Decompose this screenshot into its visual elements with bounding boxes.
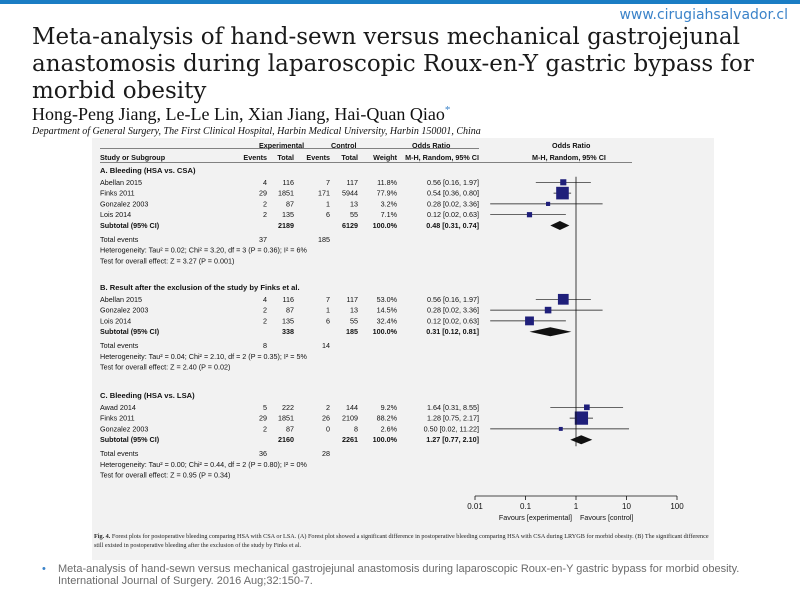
- study-ci: 1.28 [0.75, 2.17]: [427, 413, 479, 423]
- study-events-c: 26: [322, 413, 330, 423]
- subtotal-weight: 100.0%: [372, 327, 397, 337]
- study-events-c: 7: [326, 294, 330, 304]
- study-weight: 9.2%: [380, 402, 397, 412]
- bullet-icon: •: [42, 563, 46, 575]
- study-total-c: 13: [350, 305, 358, 315]
- total-events-label: Total events: [100, 341, 139, 350]
- study-total-c: 2109: [342, 413, 358, 423]
- study-weight: 11.8%: [377, 177, 397, 187]
- effect-square: [558, 294, 569, 305]
- study-name: Gonzalez 2003: [100, 199, 149, 209]
- study-ci: 0.28 [0.02, 3.36]: [427, 199, 479, 209]
- x-tick-label: 100: [670, 502, 684, 511]
- study-ci: 0.56 [0.16, 1.97]: [427, 294, 479, 304]
- effect-square: [525, 316, 534, 325]
- effect-square: [545, 307, 552, 314]
- study-events-e: 5: [263, 402, 267, 412]
- study-events-c: 6: [326, 316, 330, 326]
- study-events-e: 2: [263, 199, 267, 209]
- subtotal-label: Subtotal (95% CI): [100, 327, 160, 337]
- study-total-e: 1851: [278, 188, 294, 198]
- study-total-e: 87: [286, 305, 294, 315]
- study-weight: 32.4%: [376, 316, 397, 326]
- study-events-c: 7: [326, 177, 330, 187]
- favours-control: Favours [control]: [580, 513, 634, 522]
- study-name: Lois 2014: [100, 210, 132, 220]
- study-ci: 0.50 [0.02, 11.22]: [423, 424, 479, 434]
- study-ci: 0.54 [0.36, 0.80]: [427, 188, 479, 198]
- x-tick-label: 1: [573, 502, 579, 511]
- study-ci: 0.28 [0.02, 3.36]: [427, 305, 479, 315]
- forest-plot: [92, 138, 714, 532]
- subtotal-label: Subtotal (95% CI): [100, 435, 160, 445]
- x-tick-label: 0.1: [519, 502, 532, 511]
- total-events-label: Total events: [100, 449, 139, 458]
- figure-panel: [92, 138, 714, 560]
- study-total-e: 87: [286, 424, 294, 434]
- study-events-e: 29: [259, 413, 267, 423]
- study-events-c: 2: [326, 402, 330, 412]
- study-events-e: 4: [263, 177, 267, 187]
- study-total-e: 116: [282, 294, 294, 304]
- caption-label: Fig. 4.: [94, 533, 111, 540]
- section-heading: B. Result after the exclusion of the study by Finks et al.: [100, 283, 300, 292]
- study-weight: 2.6%: [380, 424, 397, 434]
- header-events-e: Events: [243, 153, 267, 162]
- total-events-c: 14: [322, 341, 330, 350]
- study-name: Gonzalez 2003: [100, 305, 149, 315]
- figure-caption: [94, 533, 712, 550]
- study-total-e: 222: [282, 402, 294, 412]
- study-events-e: 4: [263, 294, 267, 304]
- pooled-diamond: [550, 221, 569, 230]
- study-events-c: 1: [326, 305, 330, 315]
- subtotal-total-c: 6129: [342, 221, 358, 230]
- subtotal-total-c: 185: [346, 327, 358, 337]
- caption-text: Forest plots for postoperative bleeding comparing HSA with CSA or LSA. (A) Forest plot showed a significant difference in postoperative bleeding comparing HSA with CSA during LRYGB for morbid obesity. (B) The significant difference still existed in postoperative bleeding after the exclusion of the study by Finks et al.: [94, 533, 709, 549]
- header-total-c: Total: [341, 153, 358, 162]
- study-events-e: 2: [263, 305, 267, 315]
- overall-effect-text: Test for overall effect: Z = 2.40 (P = 0.02): [100, 362, 231, 372]
- effect-square: [556, 187, 569, 200]
- study-ci: 0.56 [0.16, 1.97]: [427, 177, 479, 187]
- study-total-c: 117: [346, 294, 358, 304]
- subtotal-total-e: 2189: [278, 221, 294, 230]
- study-total-c: 13: [350, 199, 358, 209]
- heterogeneity-text: Heterogeneity: Tau² = 0.02; Chi² = 3.20, df = 3 (P = 0.36); I² = 6%: [100, 245, 307, 255]
- study-total-c: 117: [346, 177, 358, 187]
- overall-effect-text: Test for overall effect: Z = 3.27 (P = 0.001): [100, 256, 235, 266]
- study-name: Abellan 2015: [100, 294, 142, 304]
- study-weight: 77.9%: [376, 188, 397, 198]
- effect-square: [575, 411, 588, 424]
- study-name: Gonzalez 2003: [100, 424, 149, 434]
- study-events-e: 2: [263, 316, 267, 326]
- overall-effect-text: Test for overall effect: Z = 0.95 (P = 0.34): [100, 470, 231, 480]
- study-weight: 3.2%: [380, 199, 397, 209]
- study-total-c: 55: [350, 210, 358, 220]
- study-total-e: 1851: [278, 413, 294, 423]
- header-odds-ratio-right: Odds Ratio: [552, 141, 591, 150]
- x-tick-label: 0.01: [467, 502, 483, 511]
- study-name: Finks 2011: [100, 413, 135, 423]
- study-total-c: 144: [346, 402, 358, 412]
- section-heading: A. Bleeding (HSA vs. CSA): [100, 166, 196, 175]
- study-events-c: 171: [318, 188, 330, 198]
- header-experimental: Experimental: [259, 141, 305, 150]
- study-weight: 7.1%: [380, 210, 397, 220]
- x-tick-label: 10: [622, 502, 631, 511]
- effect-square: [584, 404, 590, 410]
- reference-text: Meta-analysis of hand-sewn versus mechanical gastrojejunal anastomosis during laparoscopic Roux-en-Y gastric bypass for morbid obesity. International Journal of Surgery. 2016 Aug;32:150-7.: [58, 563, 740, 587]
- total-events-c: 185: [318, 234, 330, 244]
- study-total-e: 87: [286, 199, 294, 209]
- study-total-c: 5944: [342, 188, 358, 198]
- study-events-e: 29: [259, 188, 267, 198]
- study-total-e: 135: [282, 316, 294, 326]
- author-mark: *: [444, 104, 451, 116]
- affiliation: Department of General Surgery, The First Clinical Hospital, Harbin Medical University, Harbin 150001, China: [32, 126, 481, 137]
- study-name: Finks 2011: [100, 188, 135, 198]
- reference: [42, 563, 778, 587]
- effect-square: [546, 202, 550, 206]
- favours-experimental: Favours [experimental]: [498, 513, 572, 522]
- subtotal-ci: 1.27 [0.77, 2.10]: [426, 435, 479, 445]
- total-events-e: 36: [259, 449, 267, 458]
- subtotal-total-c: 2261: [342, 435, 358, 445]
- study-name: Awad 2014: [100, 402, 136, 412]
- authors-names: Hong-Peng Jiang, Le-Le Lin, Xian Jiang, Hai-Quan Qiao: [32, 104, 445, 124]
- authors-line: [32, 104, 450, 125]
- top-accent-bar: [0, 0, 800, 4]
- effect-square: [559, 427, 563, 431]
- slide-title: Meta-analysis of hand-sewn versus mechanical gastrojejunal anastomosis during laparoscopic Roux-en-Y gastric bypass for morbid obesity: [32, 24, 754, 104]
- study-events-e: 2: [263, 210, 267, 220]
- subtotal-weight: 100.0%: [372, 221, 397, 230]
- study-total-e: 116: [282, 177, 294, 187]
- study-ci: 0.12 [0.02, 0.63]: [427, 316, 479, 326]
- study-ci: 0.12 [0.02, 0.63]: [427, 210, 479, 220]
- study-name: Abellan 2015: [100, 177, 142, 187]
- subtotal-ci: 0.48 [0.31, 0.74]: [426, 221, 479, 230]
- header-odds-ratio-left: Odds Ratio: [412, 141, 451, 150]
- study-ci: 1.64 [0.31, 8.55]: [427, 402, 479, 412]
- header-control: Control: [331, 141, 357, 150]
- study-name: Lois 2014: [100, 316, 132, 326]
- subtotal-total-e: 2160: [278, 435, 294, 445]
- total-events-e: 37: [259, 234, 267, 244]
- subtotal-ci: 0.31 [0.12, 0.81]: [426, 327, 479, 337]
- effect-square: [527, 212, 532, 217]
- header-events-c: Events: [306, 153, 330, 162]
- header-weight: Weight: [373, 153, 397, 162]
- header-method-left: M-H, Random, 95% CI: [405, 153, 479, 162]
- study-total-c: 8: [354, 424, 358, 434]
- pooled-diamond: [529, 327, 571, 336]
- total-events-c: 28: [322, 449, 330, 458]
- study-events-c: 0: [326, 424, 330, 434]
- section-heading: C. Bleeding (HSA vs. LSA): [100, 391, 195, 400]
- header-total-e: Total: [277, 153, 294, 162]
- study-events-e: 2: [263, 424, 267, 434]
- subtotal-total-e: 338: [282, 327, 294, 337]
- study-events-c: 6: [326, 210, 330, 220]
- study-weight: 14.5%: [376, 305, 397, 315]
- watermark-url: www.cirugiahsalvador.cl: [619, 7, 788, 23]
- heterogeneity-text: Heterogeneity: Tau² = 0.04; Chi² = 2.10, df = 2 (P = 0.35); I² = 5%: [100, 351, 307, 361]
- subtotal-label: Subtotal (95% CI): [100, 221, 160, 230]
- study-weight: 53.0%: [376, 294, 397, 304]
- subtotal-weight: 100.0%: [372, 435, 397, 445]
- header-study: Study or Subgroup: [100, 153, 166, 162]
- heterogeneity-text: Heterogeneity: Tau² = 0.00; Chi² = 0.44, df = 2 (P = 0.80); I² = 0%: [100, 459, 307, 469]
- study-events-c: 1: [326, 199, 330, 209]
- pooled-diamond: [570, 435, 592, 444]
- total-events-e: 8: [263, 341, 267, 350]
- study-total-e: 135: [282, 210, 294, 220]
- study-total-c: 55: [350, 316, 358, 326]
- total-events-label: Total events: [100, 234, 139, 244]
- header-method-right: M-H, Random, 95% CI: [532, 153, 606, 162]
- study-weight: 88.2%: [376, 413, 397, 423]
- effect-square: [560, 179, 566, 185]
